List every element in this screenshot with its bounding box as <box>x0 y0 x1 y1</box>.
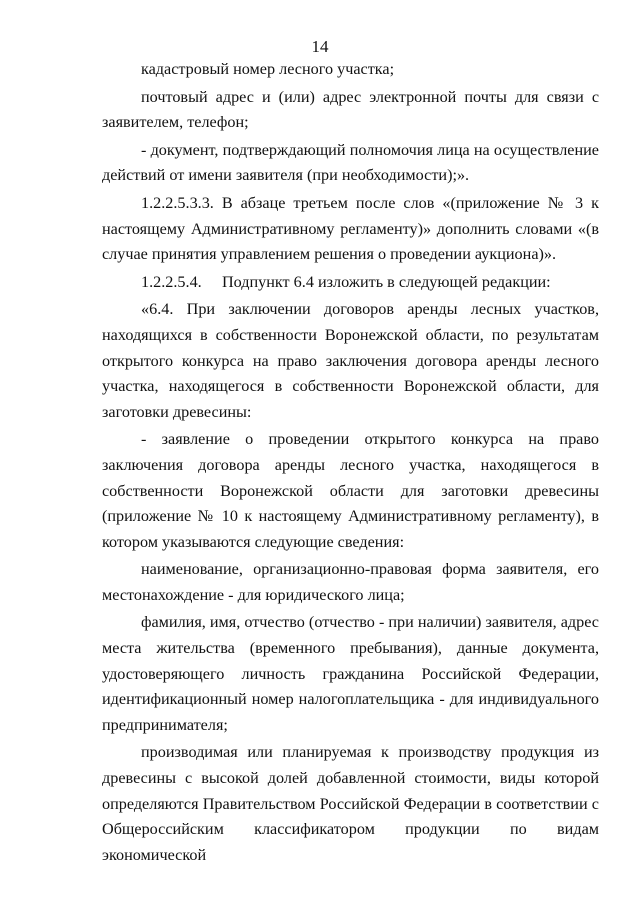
paragraph-legal-entity: наименование, организационно-правовая форма заявителя, его местонахождение - для юридического лица; <box>102 560 599 604</box>
paragraph-cadastral-number: кадастровый номер лесного участка; <box>141 60 395 78</box>
paragraph-authority-document: - документ, подтверждающий полномочия лица на осуществление действий от имени заявителя (при необходимости);». <box>102 140 599 185</box>
document-body <box>102 57 599 868</box>
paragraph-1-2-2-5-3-3: 1.2.2.5.3.3. В абзаце третьем после слов «(приложение № 3 к настоящему Административному регламенту)» дополнить словами «(в случае принятия управлением решения о проведении аукциона)». <box>102 193 599 264</box>
paragraph-wood-products: производимая или планируемая к производству продукция из древесины с высокой долей добавленной стоимости, виды которой определяются Правительством Российской Федерации в соответствии с Общероссийским классификатором продукции по видам экономической <box>102 743 599 864</box>
paragraph-postal-address: почтовый адрес и (или) адрес электронной почты для связи с заявителем, телефон; <box>102 87 599 132</box>
page-number: 14 <box>311 37 329 56</box>
paragraph-6-4: «6.4. При заключении договоров аренды лесных участков, находящихся в собственности Воронежской области, по результатам открытого конкурса на право заключения договора аренды лесного участка, находящегося в собственности Воронежской области, для заготовки древесины: <box>102 300 599 421</box>
paragraph-individual-entrepreneur: фамилия, имя, отчество (отчество - при наличии) заявителя, адрес места жительства (временного пребывания), данные документа, удостоверяющего личность гражданина Российской Федерации, идентификационный номер налогоплательщика - для индивидуального предпринимателя; <box>102 613 599 734</box>
paragraph-application: - заявление о проведении открытого конкурса на право заключения договора аренды лесного участка, находящегося в собственности Воронежской области для заготовки древесины (приложение № 10 к настоящему Административному регламенту), в котором указываются следующие сведения: <box>102 430 599 551</box>
paragraph-1-2-2-5-4: 1.2.2.5.4. Подпункт 6.4 изложить в следующей редакции: <box>141 272 551 291</box>
